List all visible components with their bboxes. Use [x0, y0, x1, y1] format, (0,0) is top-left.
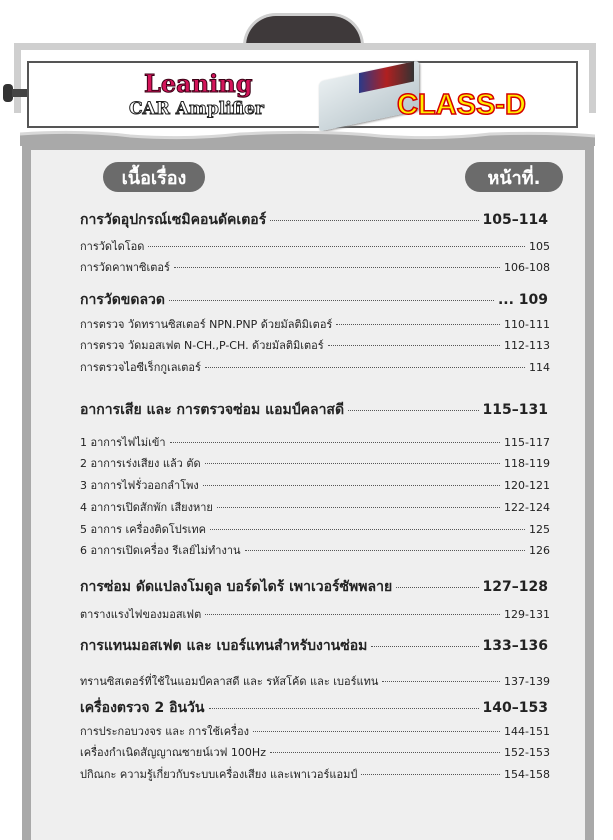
toc-title: 3 อาการไฟรั่วออกลำโพง — [80, 479, 199, 492]
toc-section-row — [80, 697, 548, 719]
toc-page-number: 122-124 — [504, 501, 550, 514]
toc-page-number: 115-117 — [504, 436, 550, 449]
toc-title: 5 อาการ เครื่องติดโปรเทค — [80, 523, 206, 536]
toc-title: 4 อาการเปิดสักพัก เสียงหาย — [80, 501, 213, 514]
dot-leader — [205, 367, 525, 368]
dot-leader — [361, 774, 500, 775]
toc-entry-row — [80, 315, 550, 333]
logo-subtitle: CAR Amplifier — [129, 99, 264, 119]
toc-page-number: 110-111 — [504, 318, 550, 331]
toc-entry-row — [80, 258, 550, 276]
toc-title: อาการเสีย และ การตรวจซ่อม แอมป์คลาสดี — [80, 402, 345, 418]
logo-title: Leaning — [144, 69, 253, 98]
toc-entry-row — [80, 237, 550, 255]
class-d-badge: CLASS-D — [397, 89, 526, 121]
toc-title: การวัดอุปกรณ์เซมิคอนดัคเตอร์ — [80, 212, 267, 228]
toc-entry-row — [80, 520, 550, 538]
dot-leader — [148, 246, 525, 247]
toc-page-number: 125 — [529, 523, 550, 536]
toc-page-number: 115–131 — [482, 402, 548, 418]
toc-title: ปกิณกะ ความรู้เกี่ยวกับระบบเครื่องเสียง และเพาเวอร์แอมป์ — [80, 768, 358, 781]
toc-entry-row — [80, 454, 550, 472]
dot-leader — [253, 731, 500, 732]
page-heading-pill: หน้าที่. — [465, 162, 563, 192]
dot-leader — [270, 752, 500, 753]
toc-title: 2 อาการเร่งเสียง แล้ว ตัด — [80, 457, 201, 470]
toc-page-number: 129-131 — [504, 608, 550, 621]
toc-page-number: ... 109 — [497, 292, 548, 308]
toc-entry-row — [80, 541, 550, 559]
toc-title: ทรานซิสเตอร์ที่ใช้ในแอมป์คลาสดี และ รหัสโค้ด และ เบอร์แทน — [80, 675, 379, 688]
toc-page-number: 127–128 — [482, 579, 548, 595]
dot-leader — [210, 529, 525, 530]
toc-title: การแทนมอสเฟต และ เบอร์แทนสำหรับงานซ่อม — [80, 638, 368, 654]
toc-title: เครื่องกำเนิดสัญญาณซายน์เวฟ 100Hz — [80, 746, 266, 759]
toc-entry-row — [80, 722, 550, 740]
dot-leader — [203, 485, 500, 486]
toc-entry-row — [80, 765, 550, 783]
toc-title: การตรวจ วัดมอสเฟต N-CH.,P-CH. ด้วยมัลติมิเตอร์ — [80, 339, 324, 352]
toc-page-number: 140–153 — [482, 700, 548, 716]
dot-leader — [205, 614, 500, 615]
top-tab-decoration — [243, 13, 364, 46]
toc-page-number: 120-121 — [504, 479, 550, 492]
toc-title: การประกอบวงจร และ การใช้เครื่อง — [80, 725, 250, 738]
toc-entry-row — [80, 433, 550, 451]
dot-leader — [217, 507, 500, 508]
toc-title: การตรวจไอซีเร็กกูเลเตอร์ — [80, 361, 201, 374]
toc-page-number: 105–114 — [482, 212, 548, 228]
toc-entry-row — [80, 358, 550, 376]
toc-section-row — [80, 576, 548, 598]
dot-leader — [169, 300, 494, 301]
toc-title: การตรวจ วัดทรานซิสเตอร์ NPN.PNP ด้วยมัลติมิเตอร์ — [80, 318, 333, 331]
toc-entry-row — [80, 476, 550, 494]
dot-leader — [396, 587, 478, 588]
dot-leader — [371, 646, 478, 647]
toc-entry-row — [80, 605, 550, 623]
dot-leader — [170, 442, 500, 443]
dot-leader — [348, 410, 478, 411]
toc-title: การวัดขดลวด — [80, 292, 166, 308]
dot-leader — [174, 267, 500, 268]
toc-page-number: 152-153 — [504, 746, 550, 759]
toc-section-row — [80, 399, 548, 421]
toc-entry-row — [80, 498, 550, 516]
toc-section-row — [80, 635, 548, 657]
toc-title: การวัดไดโอด — [80, 240, 145, 253]
dot-leader — [336, 324, 500, 325]
toc-title: ตารางแรงไฟของมอสเฟต — [80, 608, 202, 621]
toc-page-number: 133–136 — [482, 638, 548, 654]
toc-page-number: 154-158 — [504, 768, 550, 781]
toc-page-number: 105 — [529, 240, 550, 253]
toc-title: การวัดคาพาซิเตอร์ — [80, 261, 170, 274]
header-banner — [27, 61, 578, 128]
toc-section-row — [80, 289, 548, 311]
toc-page-number: 144-151 — [504, 725, 550, 738]
toc-title: การซ่อม ดัดแปลงโมดูล บอร์ดไดร้ เพาเวอร์ซัพพลาย — [80, 579, 393, 595]
toc-page-number: 137-139 — [504, 675, 550, 688]
contents-heading-pill: เนื้อเรื่อง — [103, 162, 205, 192]
dot-leader — [245, 550, 525, 551]
dot-leader — [270, 220, 478, 221]
toc-entry-row — [80, 672, 550, 690]
toc-page-number: 126 — [529, 544, 550, 557]
toc-title: 1 อาการไฟไม่เข้า — [80, 436, 166, 449]
toc-title: 6 อาการเปิดเครื่อง รีเลย์ไม่ทำงาน — [80, 544, 241, 557]
toc-page-number: 106-108 — [504, 261, 550, 274]
toc-section-row — [80, 209, 548, 231]
dot-leader — [328, 345, 500, 346]
toc-entry-row — [80, 336, 550, 354]
dot-leader — [382, 681, 500, 682]
toc-page-number: 112-113 — [504, 339, 550, 352]
dot-leader — [209, 708, 479, 709]
toc-page-number: 118-119 — [504, 457, 550, 470]
toc-title: เครื่องตรวจ 2 อินวัน — [80, 700, 205, 716]
toc-entry-row — [80, 743, 550, 761]
dot-leader — [205, 463, 500, 464]
toc-page-number: 114 — [529, 361, 550, 374]
